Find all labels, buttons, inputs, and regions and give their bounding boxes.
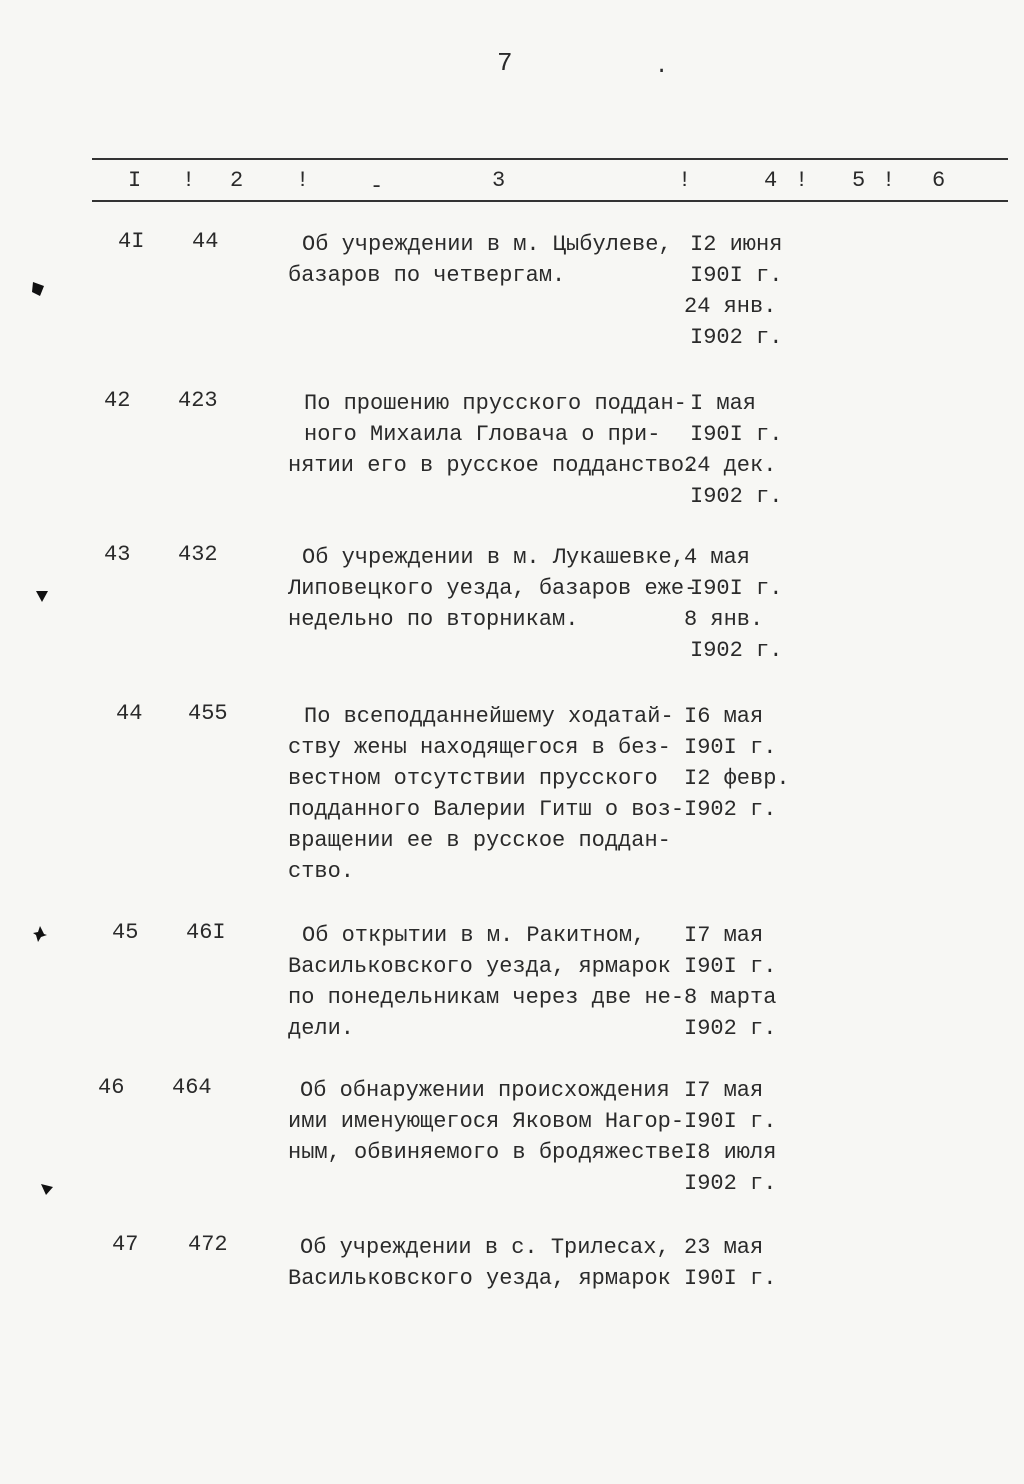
date-line: I2 февр. [684,766,790,791]
date-line: I90I г. [684,954,777,979]
date-line: I90I г. [684,1266,777,1291]
row-dates [684,1075,804,1199]
date-line: 8 марта [684,985,777,1010]
description-line: вестном отсутствии прусского [288,766,658,791]
date-line: I мая [690,391,757,416]
row-dates [684,229,804,353]
description-line: ими именующегося Яковом Нагор- [288,1109,685,1134]
row-dates [684,388,804,512]
date-line: I902 г. [684,797,777,822]
punch-mark-icon [40,1182,54,1196]
header-col2: 2 [230,168,244,193]
item-number: 455 [188,701,228,726]
description-line: Васильковского уезда, ярмарок [288,1266,671,1291]
description-line: нятии его в русское подданство. [288,453,698,478]
header-dash: - [370,174,384,199]
row-dates [684,701,804,825]
table-top-rule [92,158,1008,160]
header-col4: 4 [764,168,778,193]
row-description [288,1075,698,1168]
stray-dot: . [655,54,669,79]
item-number: 44 [192,229,219,254]
punch-mark-icon [34,588,50,604]
date-line: I902 г. [684,1171,777,1196]
row-description [288,388,698,481]
description-line: ным, обвиняемого в бродяжестве. [288,1140,698,1165]
description-line: Васильковского уезда, ярмарок [288,954,671,979]
description-line: недельно по вторникам. [288,607,579,632]
row-dates [684,1232,804,1294]
row-dates [684,542,804,666]
date-line: I8 июля [684,1140,777,1165]
date-line: I7 мая [684,1078,764,1103]
date-line: 23 мая [684,1235,764,1260]
date-line: I90I г. [684,1109,777,1134]
description-line: базаров по четвергам. [288,263,566,288]
description-line: вращении ее в русское поддан- [288,828,671,853]
header-col1: I [128,168,142,193]
description-line: По прошению прусского поддан- [304,391,687,416]
description-line: Об открытии в м. Ракитном, [302,923,646,948]
header-col6: 6 [932,168,946,193]
row-number: 42 [104,388,131,413]
item-number: 464 [172,1075,212,1100]
date-line: I6 мая [684,704,764,729]
row-number: 4I [118,229,145,254]
description-line: Об учреждении в с. Трилесах, [300,1235,670,1260]
header-col5: 5 [852,168,866,193]
date-line: 24 янв. [684,294,777,319]
date-line: I902 г. [690,325,783,350]
header-sep4: ! [795,168,809,193]
row-description [288,701,688,887]
row-number: 44 [116,701,143,726]
item-number: 423 [178,388,218,413]
header-sep2: ! [296,168,310,193]
row-dates [684,920,804,1044]
date-line: I90I г. [684,735,777,760]
row-number: 47 [112,1232,139,1257]
page-number: 7 [497,48,513,78]
row-number: 45 [112,920,139,945]
item-number: 46I [186,920,226,945]
header-col3: 3 [492,168,506,193]
description-line: подданного Валерии Гитш о воз- [288,797,685,822]
date-line: I90I г. [690,263,783,288]
date-line: 8 янв. [684,607,764,632]
item-number: 432 [178,542,218,567]
row-number: 46 [98,1075,125,1100]
description-line: Об учреждении в м. Лукашевке, [302,545,685,570]
table-bottom-rule [92,200,1008,202]
date-line: I902 г. [684,1016,777,1041]
date-line: I90I г. [690,422,783,447]
date-line: I90I г. [690,576,783,601]
date-line: I7 мая [684,923,764,948]
date-line: 4 мая [684,545,751,570]
description-line: Об учреждении в м. Цыбулеве, [302,232,672,257]
header-sep3: ! [678,168,692,193]
punch-mark-icon [30,280,46,298]
item-number: 472 [188,1232,228,1257]
date-line: 24 дек. [684,453,777,478]
description-line: ству жены находящегося в без- [288,735,671,760]
description-line: Об обнаружении происхождения [300,1078,670,1103]
date-line: I902 г. [690,484,783,509]
description-line: дели. [288,1016,355,1041]
punch-mark-icon [32,925,48,943]
description-line: по понедельникам через две не- [288,985,685,1010]
date-line: I902 г. [690,638,783,663]
header-sep1: ! [182,168,196,193]
row-description [288,542,698,635]
date-line: I2 июня [690,232,783,257]
row-description [288,229,688,291]
description-line: По всеподданнейшему ходатай- [304,704,674,729]
description-line: ство. [288,859,355,884]
description-line: ного Михаила Гловача о при- [304,422,661,447]
header-sep5: ! [882,168,896,193]
row-number: 43 [104,542,131,567]
description-line: Липовецкого уезда, базаров еже- [288,576,698,601]
row-description [288,920,688,1044]
row-description [288,1232,688,1294]
